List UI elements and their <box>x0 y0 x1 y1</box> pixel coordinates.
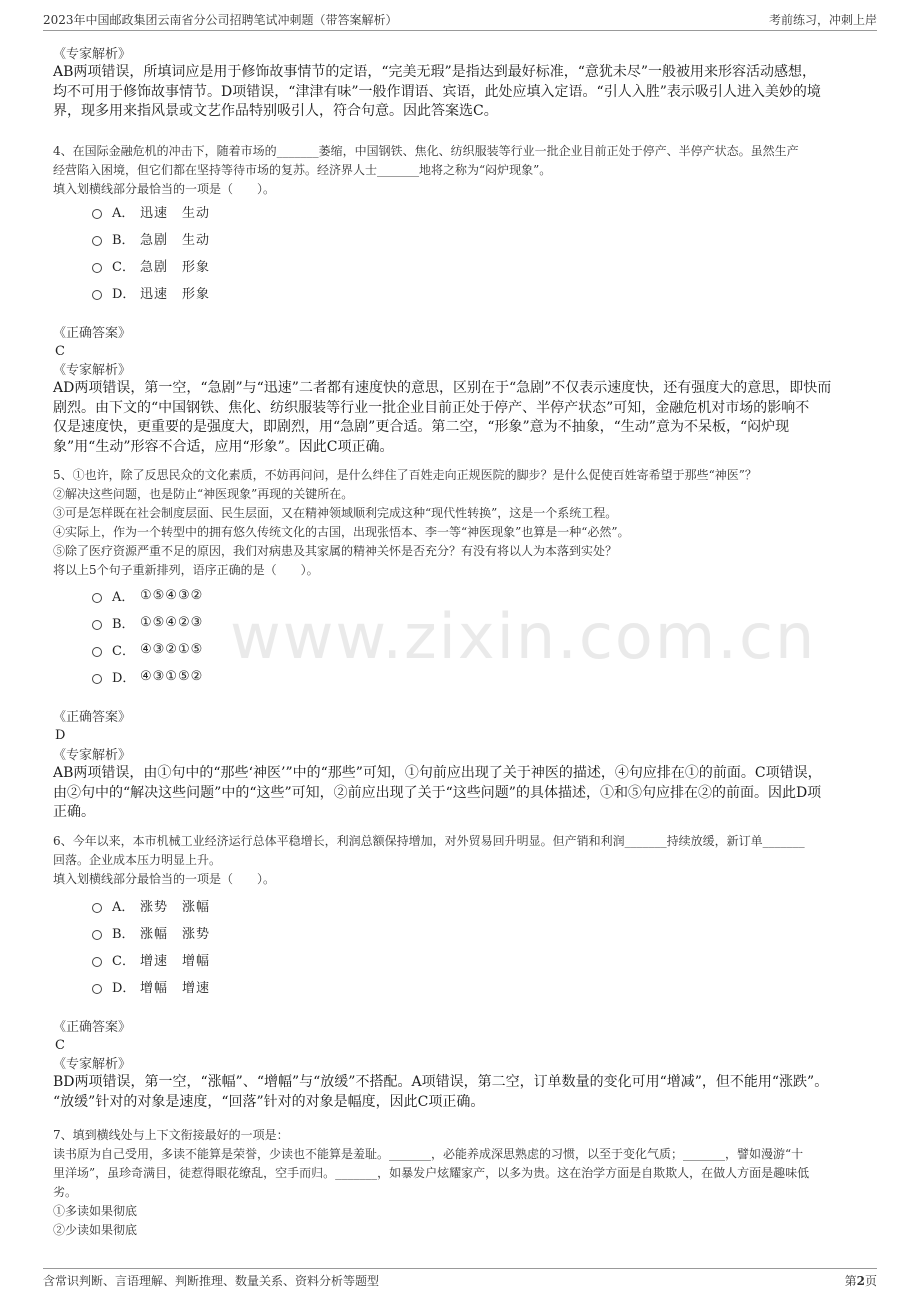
option-b[interactable]: B． 涨幅 涨势 <box>92 919 392 946</box>
question-4-stem: 4、在国际金融危机的冲击下，随着市场的_______萎缩，中国钢铁、焦化、纺织服装等行业一批企业目前正处于停产、半停产状态。虽然生产 经营陷入困境，但它们都在坚持等待市场的复苏。经济界人士_______地将之称为“闷炉现象”。 填入划横线部分最恰当的一项是（ ）。 <box>53 144 799 196</box>
option-d[interactable]: D． ④③①⑤② <box>92 663 392 690</box>
expert-analysis-text: BD两项错误，第一空，“涨幅”、“增幅”与“放缓”不搭配。A项错误，第二空，订单数量的变化可用“增减”，但不能用“涨跌”。 “放缓”针对的对象是速度，“回落”针对的对象是幅度，因此C项正确。 <box>53 1074 829 1110</box>
header-slogan: 考前练习，冲刺上岸 <box>768 12 877 27</box>
radio-icon[interactable] <box>92 593 102 603</box>
correct-answer: C <box>55 1038 65 1053</box>
correct-answer: C <box>55 344 65 359</box>
page-number: 第2页 <box>844 1273 877 1288</box>
expert-analysis-text: AD两项错误，第一空，“急剧”与“迅速”二者都有速度快的意思，区别在于“急剧”不仅表示速度快，还有强度大的意思，即快而 剧烈。由下文的“中国钢铁、焦化、纺织服装等行业一批企业目前正处于停产、半停产状态”可知，金融危机对市场的影响不 仅是速度快，更重要的是强度大，即剧烈，用“急剧”更合适。第二空，“形象”意为不抽象，“生动”意为不呆板，“闷炉现 象”用“生动”形容不合适，应用“形象”。因此C项正确。 <box>53 380 832 455</box>
option-a[interactable]: A． 涨势 涨幅 <box>92 892 392 919</box>
radio-icon[interactable] <box>92 930 102 940</box>
question-6-options <box>92 892 392 1000</box>
expert-analysis-text: AB两项错误，由①句中的“那些‘神医’”中的“那些”可知，①句前应出现了关于神医的描述，④句应排在①的前面。C项错误， 由②句中的“解决这些问题”中的“这些”可知，②前应出现了关于“这些问题”的具体描述，①和⑤句应排在②的前面。因此D项 正确。 <box>53 765 822 820</box>
option-d[interactable]: D． 增幅 增速 <box>92 973 392 1000</box>
expert-analysis-label: 《专家解析》 <box>53 363 132 378</box>
page-footer <box>43 1268 877 1291</box>
question-5-stem: 5、①也许，除了反思民众的文化素质，不妨再问问，是什么绊住了百姓走向正规医院的脚步？是什么促使百姓寄希望于那些“神医”？ ②解决这些问题，也是防止“神医现象”再现的关键所在。 ③可是怎样既在社会制度层面、民生层面，又在精神领域顺利完成这种“现代性转换”，这是一个系统工程。 ④实际上，作为一个转型中的拥有悠久传统文化的古国，出现张悟本、李一等“神医现象”也算是一种“必然”。 ⑤除了医疗资源严重不足的原因，我们对病患及其家属的精神关怀是否充分？有没有将以人为本落到实处？ 将以上5个句子重新排列，语序正确的是（ ）。 <box>53 468 757 577</box>
correct-answer-label: 《正确答案》 <box>53 1020 132 1035</box>
option-b[interactable]: B． 急剧 生动 <box>92 225 392 252</box>
correct-answer-label: 《正确答案》 <box>53 326 132 341</box>
question-5-options <box>92 582 392 690</box>
correct-answer: D <box>55 728 66 743</box>
question-6-stem: 6、今年以来，本市机械工业经济运行总体平稳增长，利润总额保持增加，对外贸易回升明显。但产销和利润_______持续放缓，新订单_______ 回落。企业成本压力明显上升。 填入划横线部分最恰当的一项是（ ）。 <box>53 834 805 886</box>
option-b[interactable]: B． ①⑤④②③ <box>92 609 392 636</box>
question-4-options <box>92 198 392 306</box>
option-d[interactable]: D． 迅速 形象 <box>92 279 392 306</box>
watermark: www.zixin.com.cn <box>230 600 817 673</box>
radio-icon[interactable] <box>92 263 102 273</box>
correct-answer-label: 《正确答案》 <box>53 710 132 725</box>
option-c[interactable]: C． 增速 增幅 <box>92 946 392 973</box>
document-title: 2023年中国邮政集团云南省分公司招聘笔试冲刺题（带答案解析） <box>43 12 398 27</box>
option-c[interactable]: C． ④③②①⑤ <box>92 636 392 663</box>
expert-analysis-text: AB两项错误，所填词应是用于修饰故事情节的定语，“完美无瑕”是指达到最好标准，“意犹未尽”一般被用来形容活动感想， 均不可用于修饰故事情节。D项错误，“津津有味”一般作谓语、宾语，此处应填入定语。“引人入胜”表示吸引人进入美妙的境 界，现多用来指风景或文艺作品特别吸引人，符合句意。因此答案选C。 <box>53 64 821 119</box>
expert-analysis-label: 《专家解析》 <box>53 47 132 62</box>
radio-icon[interactable] <box>92 957 102 967</box>
question-7-stem: 7、填到横线处与上下文衔接最好的一项是： 读书原为自己受用，多读不能算是荣誉，少读也不能算是羞耻。_______，必能养成深思熟虑的习惯，以至于变化气质；_______，譬如漫游“十 里洋场”，虽珍奇满目，徒惹得眼花缭乱，空手而归。_______，如暴发户炫耀家产，以多为贵。这在治学方面是自欺欺人，在做人方面是趣味低 劣。 ①多读如果彻底 ②少读如果彻底 <box>53 1128 810 1237</box>
radio-icon[interactable] <box>92 903 102 913</box>
radio-icon[interactable] <box>92 674 102 684</box>
radio-icon[interactable] <box>92 647 102 657</box>
radio-icon[interactable] <box>92 620 102 630</box>
expert-analysis-label: 《专家解析》 <box>53 1057 132 1072</box>
radio-icon[interactable] <box>92 290 102 300</box>
expert-analysis-label: 《专家解析》 <box>53 748 132 763</box>
radio-icon[interactable] <box>92 984 102 994</box>
radio-icon[interactable] <box>92 209 102 219</box>
option-c[interactable]: C． 急剧 形象 <box>92 252 392 279</box>
option-a[interactable]: A． ①⑤④③② <box>92 582 392 609</box>
option-a[interactable]: A． 迅速 生动 <box>92 198 392 225</box>
radio-icon[interactable] <box>92 236 102 246</box>
footer-note: 含常识判断、言语理解、判断推理、数量关系、资料分析等题型 <box>43 1273 380 1288</box>
